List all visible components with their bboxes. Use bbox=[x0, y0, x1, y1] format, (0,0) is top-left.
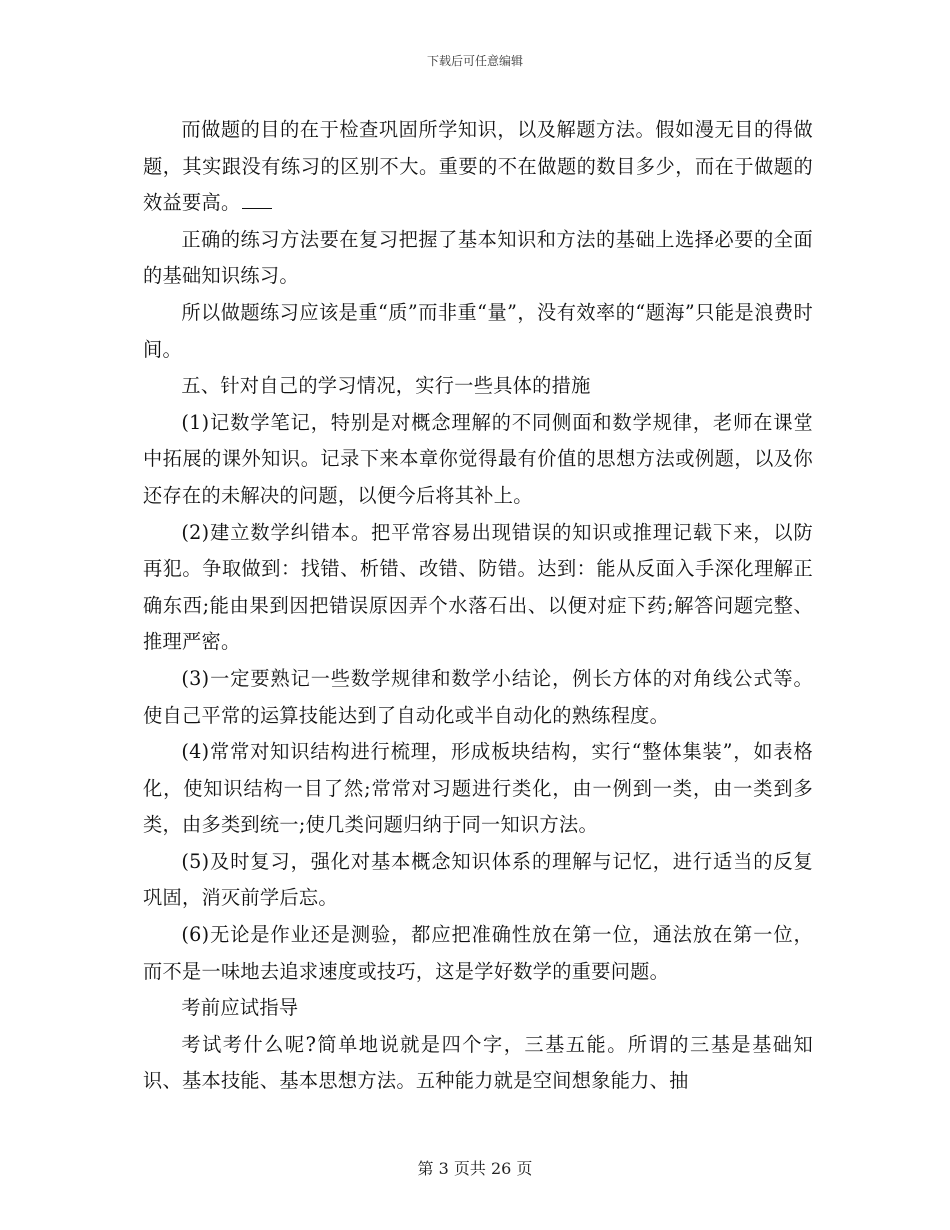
paragraph: 正确的练习方法要在复习把握了基本知识和方法的基础上选择必要的全面的基础知识练习。 bbox=[143, 227, 813, 288]
list-item: (5)及时复习，强化对基本概念知识体系的理解与记忆，进行适当的反复巩固，消灭前学后忘。 bbox=[143, 849, 813, 910]
paragraph-text: 而做题的目的在于检查巩固所学知识，以及解题方法。假如漫无目的得做题，其实跟没有练习的区别不大。重要的不在做题的数目多少，而在于做题的效益要高。 bbox=[143, 118, 813, 215]
paragraph bbox=[143, 112, 813, 222]
fill-in-blank bbox=[242, 189, 272, 209]
page-footer: 第 3 页共 26 页 bbox=[417, 1159, 533, 1178]
list-item: (2)建立数学纠错本。把平常容易出现错误的知识或推理记载下来，以防再犯。争取做到：找错、析错、改错、防错。达到：能从反面入手深化理解正确东西;能由果到因把错误原因弄个水落石出、以便对症下药;解答问题完整、推理严密。 bbox=[143, 520, 813, 654]
list-item: (6)无论是作业还是测验，都应把准确性放在第一位，通法放在第一位，而不是一味地去追求速度或技巧，这是学好数学的重要问题。 bbox=[143, 923, 813, 983]
section-heading: 考前应试指导 bbox=[181, 996, 299, 1020]
list-item: (3)一定要熟记一些数学规律和数学小结论，例长方体的对角线公式等。使自己平常的运算技能达到了自动化或半自动化的熟练程度。 bbox=[143, 666, 813, 727]
document-body bbox=[143, 112, 813, 1100]
list-item: (1)记数学笔记，特别是对概念理解的不同侧面和数学规律，老师在课堂中拓展的课外知识。记录下来本章你觉得最有价值的思想方法或例题，以及你还存在的未解决的问题，以便今后将其补上。 bbox=[143, 410, 813, 507]
paragraph: 考试考什么呢?简单地说就是四个字，三基五能。所谓的三基是基础知识、基本技能、基本思想方法。五种能力就是空间想象能力、抽 bbox=[143, 1032, 813, 1093]
paragraph: 所以做题练习应该是重“质”而非重“量”，没有效率的“题海”只能是浪费时间。 bbox=[143, 300, 813, 361]
page-header: 下载后可任意编辑 bbox=[426, 54, 523, 68]
list-item: (4)常常对知识结构进行梳理，形成板块结构，实行“整体集装”，如表格化，使知识结构一目了然;常常对习题进行类化，由一例到一类，由一类到多类，由多类到统一;使几类问题归纳于同一知识方法。 bbox=[143, 740, 813, 837]
section-heading: 五、针对自己的学习情况，实行一些具体的措施 bbox=[181, 374, 591, 398]
